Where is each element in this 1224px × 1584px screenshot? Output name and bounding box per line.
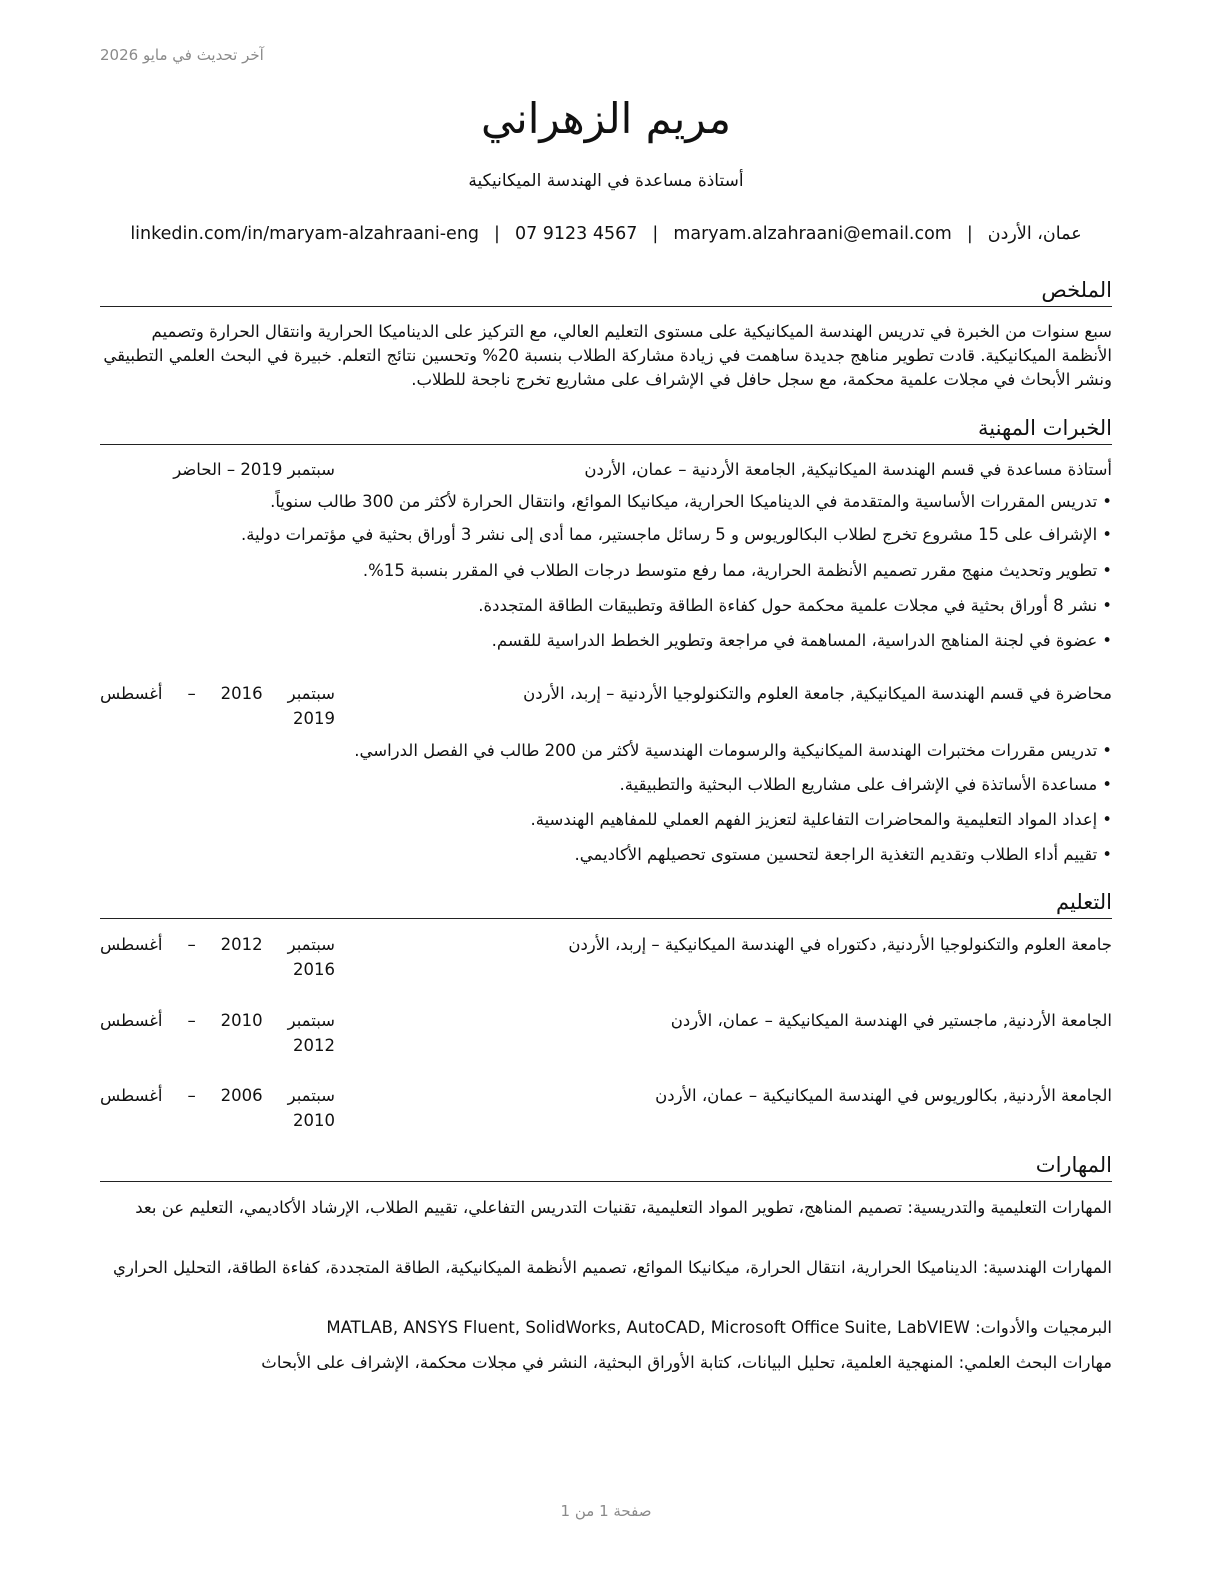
- job-bullet: •عضوة في لجنة المناهج الدراسية، المساهمة في مراجعة وتطوير الخطط الدراسية للقسم.: [491, 631, 1112, 650]
- job-bullet: •تدريس المقررات الأساسية والمتقدمة في الديناميكا الحرارية، ميكانيكا الموائع، وانتقال الحرارة لأكثر من 300 طالب سنوياً.: [270, 492, 1112, 511]
- job-bullet: •إعداد المواد التعليمية والمحاضرات التفاعلية لتعزيز الفهم العملي للمفاهيم الهندسية.: [530, 810, 1112, 829]
- skills-teaching: [100, 1196, 1112, 1220]
- education-degree: جامعة العلوم والتكنولوجيا الأردنية, دكتوراه في الهندسة الميكانيكية – إربد، الأردن: [568, 935, 1112, 954]
- education-degree: الجامعة الأردنية, بكالوريوس في الهندسة الميكانيكية – عمان، الأردن: [655, 1086, 1112, 1105]
- skills-label: مهارات البحث العلمي:: [958, 1353, 1112, 1372]
- skills-engineering: [100, 1256, 1112, 1280]
- resume-page: [100, 0, 1112, 1584]
- contact-separator: |: [494, 224, 500, 244]
- job-bullet: •نشر 8 أوراق بحثية في مجلات علمية محكمة حول كفاءة الطاقة وتطبيقات الطاقة المتجددة.: [478, 596, 1112, 615]
- education-dates: سبتمبر 2006 – أغسطس 2010: [100, 1086, 335, 1130]
- contact-line: [100, 224, 1112, 244]
- skills-label: المهارات التعليمية والتدريسية:: [907, 1198, 1112, 1217]
- skills-heading: المهارات: [100, 1151, 1112, 1182]
- contact-location: عمان، الأردن: [987, 224, 1082, 244]
- skills-software: [100, 1316, 1112, 1340]
- education-degree: الجامعة الأردنية, ماجستير في الهندسة الميكانيكية – عمان، الأردن: [670, 1011, 1112, 1030]
- job-bullet: •الإشراف على 15 مشروع تخرج لطلاب البكالوريوس و 5 رسائل ماجستير، مما أدى إلى نشر 3 أوراق بحثية في مؤتمرات دولية.: [240, 525, 1112, 544]
- skills-value: الديناميكا الحرارية، انتقال الحرارة، ميكانيكا الموائع، تصميم الأنظمة الميكانيكية، الطاقة المتجددة، كفاءة الطاقة، التحليل الحراري: [113, 1258, 978, 1277]
- contact-separator: |: [966, 224, 973, 244]
- education-dates: سبتمبر 2010 – أغسطس 2012: [100, 1011, 335, 1055]
- job-bullet: •تطوير وتحديث منهج مقرر تصميم الأنظمة الحرارية، مما رفع متوسط درجات الطلاب في المقرر بنسبة 15%.: [362, 561, 1112, 580]
- skills-label: المهارات الهندسية:: [982, 1258, 1112, 1277]
- job-dates: سبتمبر 2016 – أغسطس 2019: [100, 684, 335, 728]
- education-heading: التعليم: [100, 888, 1112, 919]
- page-number: صفحة 1 من 1: [560, 1502, 652, 1520]
- contact-separator: |: [652, 224, 659, 244]
- job-bullet: •تقييم أداء الطلاب وتقديم التغذية الراجعة لتحسين مستوى تحصيلهم الأكاديمي.: [574, 845, 1112, 864]
- contact-email[interactable]: maryam.alzahraani@email.com: [673, 224, 952, 244]
- skills-label: البرمجيات والأدوات:: [975, 1318, 1112, 1337]
- last-updated: آخر تحديث في مايو 2026: [100, 46, 264, 64]
- job-bullet: •تدريس مقررات مختبرات الهندسة الميكانيكية والرسومات الهندسية لأكثر من 200 طالب في الفصل الدراسي.: [354, 741, 1112, 760]
- contact-linkedin[interactable]: linkedin.com/in/maryam-alzahraani-eng: [130, 224, 480, 244]
- job-bullet: •مساعدة الأساتذة في الإشراف على مشاريع الطلاب البحثية والتطبيقية.: [619, 775, 1112, 794]
- job-header: [100, 457, 1112, 483]
- job-role: أستاذة مساعدة في قسم الهندسة الميكانيكية, الجامعة الأردنية – عمان، الأردن: [584, 460, 1112, 479]
- candidate-name: مريم الزهراني: [481, 94, 731, 143]
- skills-value: المنهجية العلمية، تحليل البيانات، كتابة الأوراق البحثية، النشر في مجلات محكمة، الإشراف على الأبحاث: [261, 1353, 954, 1372]
- skills-research: [100, 1351, 1112, 1375]
- summary-heading: الملخص: [100, 276, 1112, 307]
- job-role: محاضرة في قسم الهندسة الميكانيكية, جامعة العلوم والتكنولوجيا الأردنية – إربد، الأردن: [523, 684, 1112, 703]
- experience-heading: الخبرات المهنية: [100, 414, 1112, 445]
- job-dates: سبتمبر 2019 – الحاضر: [173, 460, 335, 479]
- skills-value: MATLAB, ANSYS Fluent, SolidWorks, AutoCAD, Microsoft Office Suite, LabVIEW: [326, 1318, 970, 1337]
- skills-value: تصميم المناهج، تطوير المواد التعليمية، تقنيات التدريس التفاعلي، تقييم الطلاب، الإرشاد الأكاديمي، التعليم عن بعد: [135, 1198, 903, 1217]
- contact-phone[interactable]: 07 9123 4567: [514, 224, 638, 244]
- summary-text: سبع سنوات من الخبرة في تدريس الهندسة الميكانيكية على مستوى التعليم العالي، مع التركيز على الديناميكا الحرارية وانتقال الحرارة وتصميم الأنظمة الميكانيكية. قادت تطوير مناهج جديدة ساهمت في زيادة مشاركة الطلاب بنسبة 20% وتحسين نتائج التعلم. خبيرة في البحث العلمي التطبيقي ونشر الأبحاث في مجلات علمية محكمة، مع سجل حافل في الإشراف على مشاريع تخرج ناجحة للطلاب.: [103, 322, 1112, 389]
- candidate-title: أستاذة مساعدة في الهندسة الميكانيكية: [468, 171, 744, 191]
- education-dates: سبتمبر 2012 – أغسطس 2016: [100, 935, 335, 979]
